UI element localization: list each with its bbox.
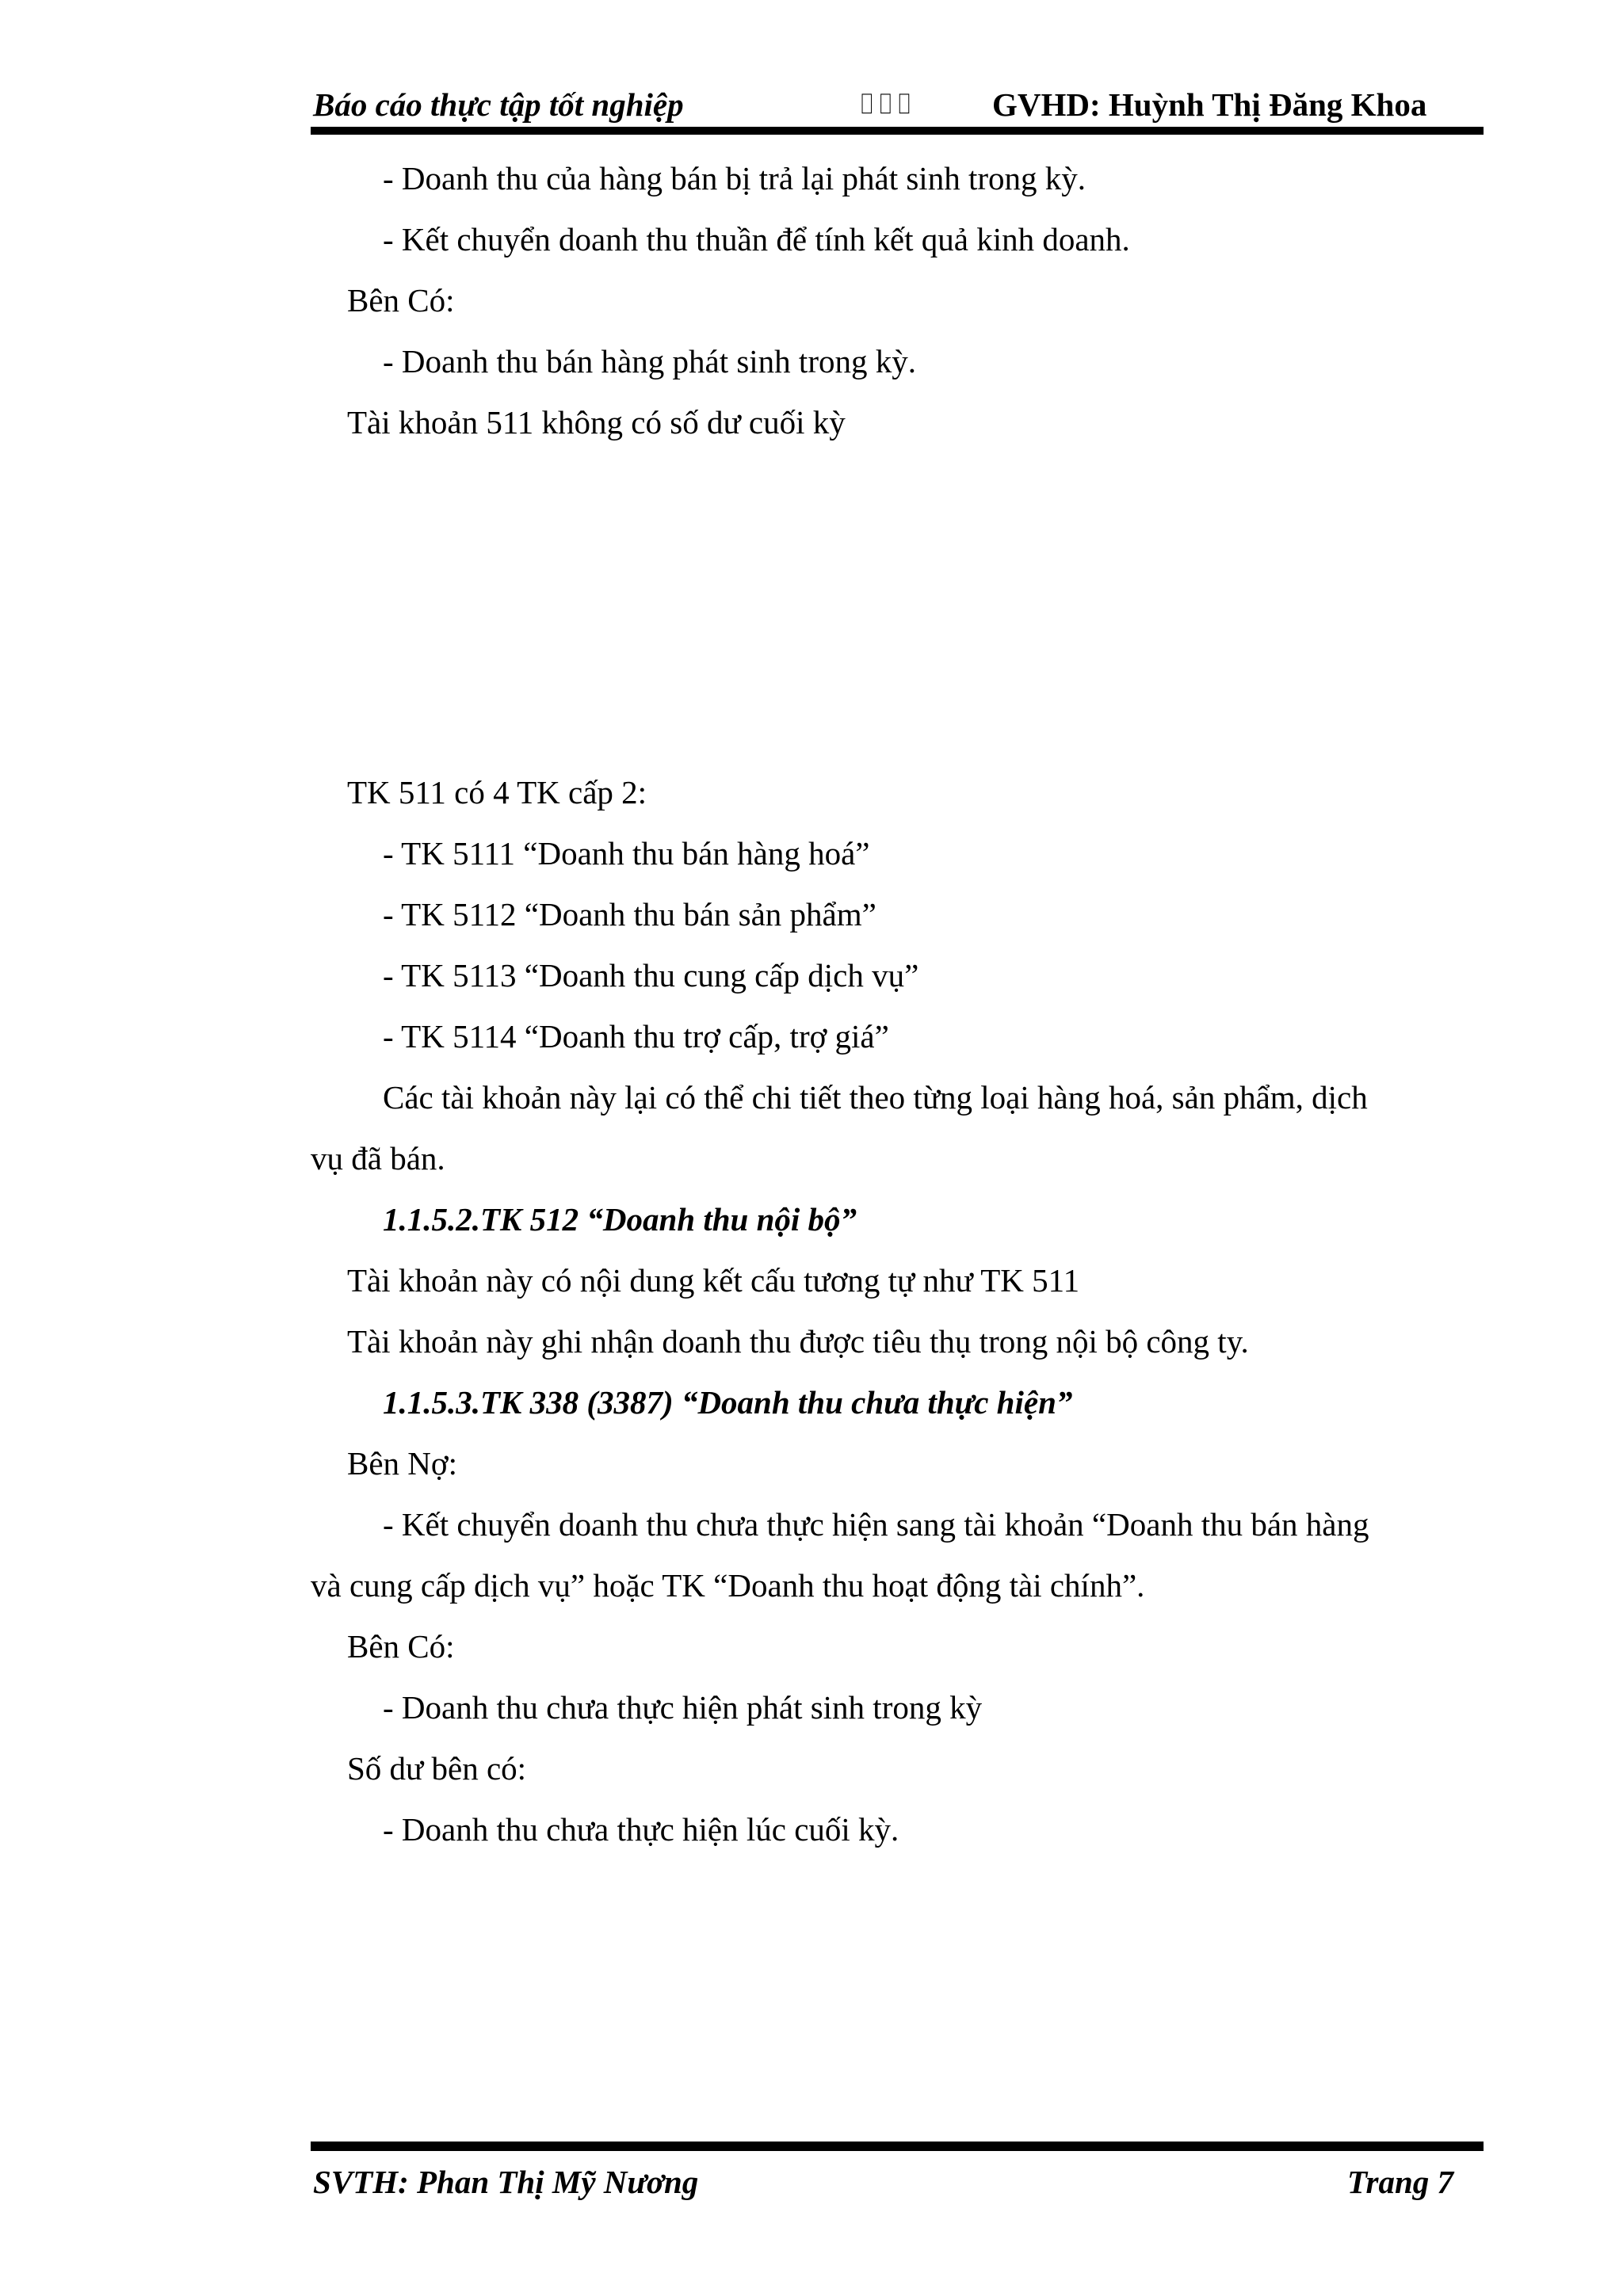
text-line: Tài khoản này có nội dung kết cấu tương tự như TK 511 — [347, 1262, 1080, 1299]
header-advisor: GVHD: Huỳnh Thị Đăng Khoa — [992, 86, 1427, 123]
text-line: - TK 5112 “Doanh thu bán sản phẩm” — [383, 896, 876, 933]
header-ornament: ⌷⌷⌷ — [858, 88, 915, 120]
text-line: - TK 5114 “Doanh thu trợ cấp, trợ giá” — [383, 1018, 889, 1055]
text-line: TK 511 có 4 TK cấp 2: — [347, 774, 647, 810]
text-line: vụ đã bán. — [311, 1140, 445, 1177]
footer-rule — [311, 2142, 1484, 2151]
text-line: và cung cấp dịch vụ” hoặc TK “Doanh thu hoạt động tài chính”. — [311, 1567, 1145, 1604]
header-report-title: Báo cáo thực tập tốt nghiệp — [313, 86, 684, 123]
text-line: - Doanh thu chưa thực hiện phát sinh trong kỳ — [383, 1689, 983, 1726]
text-line: Số dư bên có: — [347, 1750, 527, 1787]
text-line: Bên Nợ: — [347, 1445, 457, 1482]
text-line: Bên Có: — [347, 1628, 455, 1665]
text-line: - Kết chuyển doanh thu thuần để tính kết quả kinh doanh. — [383, 221, 1130, 257]
footer-page-number: Trang 7 — [1347, 2164, 1454, 2200]
text-line: - Doanh thu chưa thực hiện lúc cuối kỳ. — [383, 1811, 899, 1848]
header-rule — [311, 127, 1484, 135]
text-line: Tài khoản này ghi nhận doanh thu được tiêu thụ trong nội bộ công ty. — [347, 1323, 1249, 1360]
text-line: - TK 5111 “Doanh thu bán hàng hoá” — [383, 835, 870, 871]
text-line: - Kết chuyển doanh thu chưa thực hiện sang tài khoản “Doanh thu bán hàng — [383, 1506, 1369, 1543]
section-heading: 1.1.5.2.TK 512 “Doanh thu nội bộ” — [383, 1201, 857, 1238]
text-line: Các tài khoản này lại có thể chi tiết theo từng loại hàng hoá, sản phẩm, dịch — [383, 1079, 1368, 1116]
footer-student: SVTH: Phan Thị Mỹ Nương — [313, 2164, 699, 2200]
text-line: Tài khoản 511 không có số dư cuối kỳ — [347, 404, 846, 441]
text-line: Bên Có: — [347, 282, 455, 318]
text-line: - Doanh thu của hàng bán bị trả lại phát sinh trong kỳ. — [383, 160, 1086, 196]
section-heading: 1.1.5.3.TK 338 (3387) “Doanh thu chưa thực hiện” — [383, 1384, 1073, 1421]
text-line: - TK 5113 “Doanh thu cung cấp dịch vụ” — [383, 957, 919, 994]
text-line: - Doanh thu bán hàng phát sinh trong kỳ. — [383, 343, 916, 379]
